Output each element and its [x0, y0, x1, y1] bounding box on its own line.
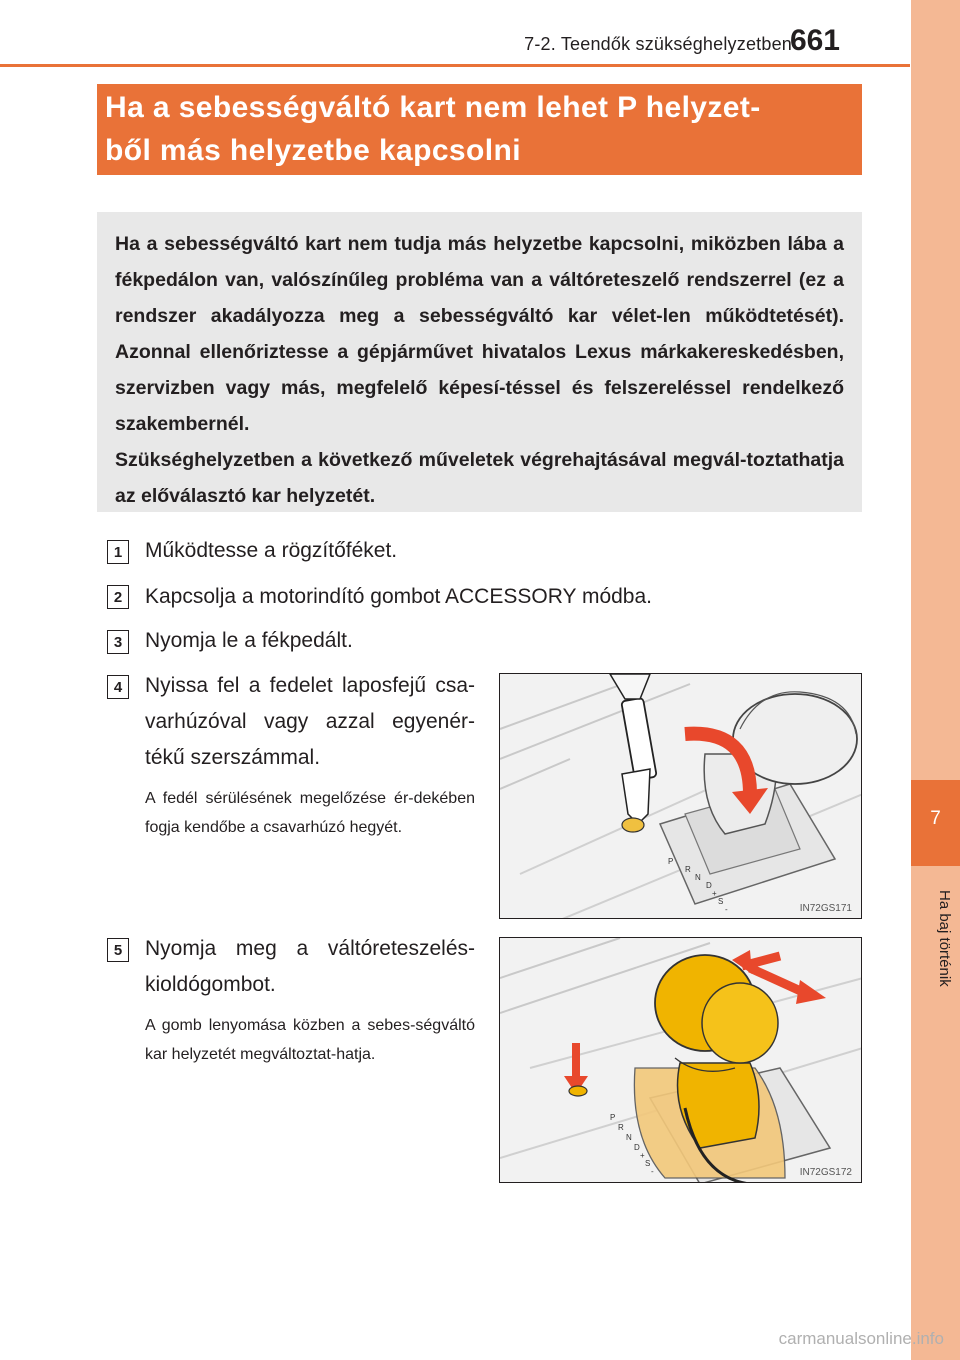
step-number-4: 4	[107, 675, 129, 699]
chapter-side-tab	[911, 0, 960, 1360]
page-header	[0, 0, 910, 70]
running-title: 7-2. Teendők szükséghelyzetben	[524, 34, 792, 54]
intro-text	[115, 226, 844, 514]
step-note-5: A gomb lenyomása közben a sebes-ségváltó kar helyzetét megváltoztat-hatja.	[145, 1017, 475, 1063]
intro-paragraph-1: Ha a sebességváltó kart nem tudja más helyzetbe kapcsolni, miközben lába a fékpedálon van, valószínűleg probléma van a váltóreteszelő rendszerrel (ez a rendszer akadályozza meg a sebességváltó kar vélet-len működtetését). Azonnal ellenőriztesse a gépjárművet hivatalos Lexus márkakereskedésben, szervizben vagy más, megfelelő képesí-téssel és felszereléssel rendelkező szakembernél.	[115, 233, 844, 435]
site-watermark: carmanualsonline.info	[778, 1329, 944, 1348]
figure-code-2: IN72GS172	[797, 1167, 855, 1178]
svg-text:S: S	[718, 897, 724, 906]
step-number-5: 5	[107, 938, 129, 962]
chapter-label: Ha baj történik	[936, 890, 953, 987]
intro-box	[97, 212, 862, 512]
svg-text:S: S	[645, 1159, 651, 1168]
step-text-5: Nyomja meg a váltóreteszelés-kioldógombot.	[145, 937, 475, 996]
page-number: 661	[789, 24, 840, 57]
svg-text:D: D	[706, 881, 712, 890]
header-rule	[0, 64, 910, 67]
section-title-line-2: ből más helyzetbe kapcsolni	[105, 134, 521, 167]
svg-text:R: R	[618, 1123, 624, 1132]
step-text-2: Kapcsolja a motorindító gombot ACCESSORY módba.	[145, 585, 652, 608]
svg-text:+: +	[712, 889, 717, 898]
shifter-illustration-1	[500, 674, 862, 919]
section-title-line-1: Ha a sebességváltó kart nem lehet P helyzet-	[105, 91, 761, 124]
step-number-3: 3	[107, 630, 129, 654]
svg-text:D: D	[634, 1143, 640, 1152]
step-number-2: 2	[107, 585, 129, 609]
step-text-1: Működtesse a rögzítőféket.	[145, 539, 398, 562]
step-text-3: Nyomja le a fékpedált.	[145, 629, 353, 652]
figure-code-1: IN72GS171	[797, 903, 855, 914]
svg-text:P: P	[610, 1113, 616, 1122]
figure-screwdriver-cover	[499, 673, 862, 919]
step-note-4: A fedél sérülésének megelőzése ér-dekében fogja kendőbe a csavarhúzó hegyét.	[145, 790, 475, 836]
chapter-number: 7	[930, 808, 941, 829]
svg-text:R: R	[685, 865, 691, 874]
intro-paragraph-2: Szükséghelyzetben a következő műveletek végrehajtásával megvál-toztathatja az előválasztó kar helyzetét.	[115, 449, 844, 507]
step-text-4: Nyissa fel a fedelet laposfejű csa-varhúzóval vagy azzal egyenér-tékű szerszámmal.	[145, 674, 475, 769]
svg-text:N: N	[695, 873, 701, 882]
shifter-illustration-2	[500, 938, 862, 1183]
svg-text:P: P	[668, 857, 674, 866]
svg-text:-: -	[651, 1167, 654, 1176]
section-title-banner	[97, 84, 862, 175]
step-number-1: 1	[107, 540, 129, 564]
svg-text:+: +	[640, 1151, 645, 1160]
svg-text:N: N	[626, 1133, 632, 1142]
figure-shift-lock-release	[499, 937, 862, 1183]
svg-text:-: -	[725, 905, 728, 914]
section-title	[105, 86, 856, 172]
